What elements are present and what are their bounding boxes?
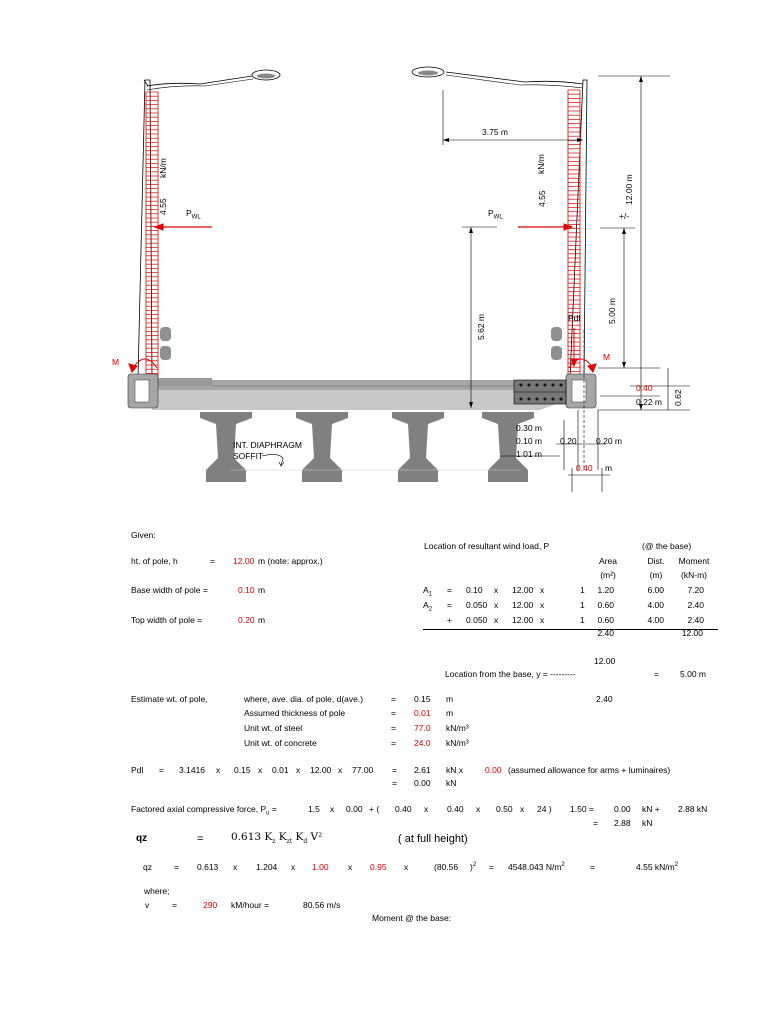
weight-item-value: 0.15 xyxy=(414,694,431,704)
axial-f4: 0.40 xyxy=(447,804,464,814)
pdl-v1: 3.1416 xyxy=(179,765,205,775)
base-width-label: Base width of pole = xyxy=(131,585,208,595)
location-cell-area: 1.20 xyxy=(597,585,614,595)
dim-030: 0.30 m xyxy=(516,423,542,433)
pdl-allowance: 0.00 xyxy=(485,765,502,775)
unit-moment: (kN-m) xyxy=(681,570,707,580)
pdl-x3: x xyxy=(296,765,301,775)
unit-dist: (m) xyxy=(649,570,663,580)
axial-f3: 0.40 xyxy=(395,804,412,814)
top-width-label: Top width of pole = xyxy=(131,615,203,625)
top-width-value: 0.20 xyxy=(238,615,255,625)
qz-c1: 0.613 xyxy=(197,862,219,872)
location-cell-x1: x xyxy=(494,585,499,595)
wind-speed-ms: 80.56 m/s xyxy=(303,900,341,910)
dim-040-unit: m xyxy=(605,463,613,473)
axial-x3: x xyxy=(476,804,481,814)
weight-item-name: Assumed thickness of pole xyxy=(244,708,346,718)
axial-r1u: kN + xyxy=(642,804,660,814)
location-cell-c: 1 xyxy=(580,600,585,610)
moment-arcs xyxy=(129,359,596,372)
qz-c3: 1.00 xyxy=(312,862,329,872)
pdl-row-label: Pdl xyxy=(131,765,144,775)
height-eq: = xyxy=(210,556,215,566)
location-cell-dist: 6.00 xyxy=(647,585,664,595)
wind-load-arrows xyxy=(155,224,577,366)
left-light-pole xyxy=(138,70,280,378)
pwl-right-label: $P_{WL}$ xyxy=(488,208,503,221)
location-cell-dist: 4.00 xyxy=(647,615,664,625)
axial-label: Factored axial compressive force, $P_u$ = xyxy=(131,804,277,817)
pdl-eq2: = xyxy=(392,765,397,775)
pdl-eq3: = xyxy=(392,778,397,788)
pwl-left-label: $P_{WL}$ xyxy=(186,208,201,221)
moment-at-base-label: Moment @ the base: xyxy=(372,913,452,923)
bridge-section-drawing xyxy=(0,0,768,500)
dim-101: 1.01 m xyxy=(516,449,542,459)
top-width-unit: m xyxy=(258,615,266,625)
wind-speed-value: 290 xyxy=(203,900,218,910)
location-cell-moment: 2.40 xyxy=(687,600,704,610)
where-label: where; xyxy=(144,886,170,896)
weight-item-unit: kN/m³ xyxy=(446,738,469,748)
pdl-x1: x xyxy=(216,765,221,775)
weight-item-unit: m xyxy=(446,708,454,718)
qz-note: ( at full height) xyxy=(398,833,468,845)
location-title: Location of resultant wind load, P xyxy=(424,541,550,551)
location-cell-a: 0.050 xyxy=(466,615,488,625)
axial-x4: x xyxy=(520,804,525,814)
weight-item-unit: kN/m³ xyxy=(446,723,469,733)
qz-cx4: x xyxy=(404,862,409,872)
weight-item-eq: = xyxy=(391,694,396,704)
axial-x1: x xyxy=(330,804,335,814)
axial-r1: 0.00 xyxy=(614,804,631,814)
where-v: v xyxy=(145,900,150,910)
pdl-v4: 12.00 xyxy=(310,765,332,775)
location-cell-x1: x xyxy=(494,600,499,610)
pdl-u1: kN x xyxy=(446,765,463,775)
qz-cx3: x xyxy=(348,862,353,872)
pdl-v3: 0.01 xyxy=(272,765,289,775)
pole-height-dim: 12.00 m xyxy=(624,174,634,205)
axial-f7: 1.50 = xyxy=(570,804,594,814)
qz-c4: 0.95 xyxy=(370,862,387,872)
axial-f1: 1.5 xyxy=(308,804,320,814)
pdl-v2: 0.15 xyxy=(234,765,251,775)
qz-c9: = xyxy=(590,862,595,872)
weight-item-name: Unit wt. of steel xyxy=(244,723,303,733)
weight-item-value: 0.01 xyxy=(414,708,431,718)
total-area: 2.40 xyxy=(597,628,614,638)
location-cell-x1: x xyxy=(494,615,499,625)
dim-010: 0.10 m xyxy=(516,436,542,446)
qz-c8: 4548.043 $N/m^2$ xyxy=(508,862,565,872)
pdl-label: Pdl xyxy=(568,313,581,323)
pdl-v5: 77.00 xyxy=(352,765,374,775)
location-cell-c: 1 xyxy=(580,585,585,595)
height-label: ht. of pole, h xyxy=(131,556,178,566)
location-cell-c: 1 xyxy=(580,615,585,625)
location-cell-b: 12.00 xyxy=(512,600,534,610)
col-moment: Moment xyxy=(678,556,710,566)
pdl-x2: x xyxy=(258,765,263,775)
dim-020-a: 0.20 xyxy=(560,436,577,446)
y-eq: = xyxy=(654,669,659,679)
qz-cx1: x xyxy=(233,862,238,872)
weight-item-eq: = xyxy=(391,708,396,718)
axial-r2: 2.88 kN xyxy=(678,804,708,814)
col-dist: Dist. xyxy=(647,556,665,566)
wind-speed-unit: kM/hour = xyxy=(231,900,270,910)
moment-right-label: M xyxy=(603,352,611,362)
location-cell-eq: = xyxy=(447,600,452,610)
y-label: Location from the base, y = --------- xyxy=(445,669,576,679)
location-cell-a: 0.10 xyxy=(466,585,483,595)
col-area: Area xyxy=(599,556,617,566)
qz-c5: (80.56 xyxy=(434,862,459,872)
left-load-unit-label: kN/m xyxy=(158,158,168,178)
axial-f2: 0.00 xyxy=(346,804,363,814)
pdl-eq: = xyxy=(159,765,164,775)
at-base-label: (@ the base) xyxy=(642,541,692,551)
y-value: 5.00 m xyxy=(680,669,706,679)
location-cell-area: 0.60 xyxy=(597,600,614,610)
axial-r3u: kN xyxy=(642,818,653,828)
location-cell-moment: 7.20 xyxy=(687,585,704,595)
axial-x2: x xyxy=(424,804,429,814)
location-cell-eq: = xyxy=(447,585,452,595)
qz-heading: qz xyxy=(136,833,148,844)
pdl-note: (assumed allowance for arms + luminaires) xyxy=(508,765,671,775)
axial-f6: 24 ) xyxy=(537,804,552,814)
qz-row-eq: = xyxy=(174,862,179,872)
dim-040-red: 0.40 xyxy=(576,463,593,473)
pdl-x4: x xyxy=(338,765,343,775)
weight-item-name: where, ave. dia. of pole, d(ave.) xyxy=(244,694,364,704)
weight-item-name: Unit wt. of concrete xyxy=(244,738,317,748)
qz-formula: 0.613 $K_z$ $K_{zt}$ $K_d$ V² xyxy=(231,831,323,846)
axial-f5: 0.50 xyxy=(496,804,513,814)
qz-heading-eq: = xyxy=(197,833,204,845)
axial-eq: = xyxy=(593,818,598,828)
y-numerator: 12.00 xyxy=(594,656,616,666)
diaphragm-label: INT. DIAPHRAGM xyxy=(233,440,302,450)
base-dim-022: 0.22 m xyxy=(636,397,662,407)
height-value: 12.00 xyxy=(233,556,255,566)
bridge-deck xyxy=(128,327,596,410)
base-width-unit: m xyxy=(258,585,266,595)
location-cell-moment: 2.40 xyxy=(687,615,704,625)
base-width-value: 0.10 xyxy=(238,585,255,595)
location-cell-label: $A_1$ xyxy=(423,585,433,598)
qz-c6: )$^2$ xyxy=(470,862,477,872)
qz-cx2: x xyxy=(291,862,296,872)
dim-020-b: 0.20 m xyxy=(596,436,622,446)
soffit-label: SOFFIT xyxy=(233,451,264,461)
weight-label: Estimate wt. of pole, xyxy=(131,694,208,704)
weight-item-eq: = xyxy=(391,738,396,748)
left-height-dim: 5.62 m xyxy=(476,314,486,340)
right-load-value-label: 4.55 xyxy=(537,190,547,207)
pdl-r2: 0.00 xyxy=(414,778,431,788)
qz-c2: 1.204 xyxy=(256,862,278,872)
location-cell-x2: x xyxy=(540,600,545,610)
axial-r3: 2.88 xyxy=(614,818,631,828)
weight-item-value: 24.0 xyxy=(414,738,431,748)
location-cell-a: 0.050 xyxy=(466,600,488,610)
base-dim-062: 0.62 xyxy=(673,389,683,406)
location-cell-area: 0.60 xyxy=(597,615,614,625)
location-cell-b: 12.00 xyxy=(512,615,534,625)
weight-item-unit: m xyxy=(446,694,454,704)
qz-c7: = xyxy=(489,862,494,872)
location-cell-x2: x xyxy=(540,615,545,625)
where-eq: = xyxy=(172,900,177,910)
dimension-arrowheads xyxy=(443,76,643,410)
weight-item-eq: = xyxy=(391,723,396,733)
location-cell-dist: 4.00 xyxy=(647,600,664,610)
location-cell-eq: + xyxy=(447,615,452,625)
resultant-height-dim: 5.00 m xyxy=(607,298,617,324)
unit-area: (m²) xyxy=(600,570,616,580)
moment-left-label: M xyxy=(112,357,120,367)
dimension-lines xyxy=(443,76,690,492)
height-note: m (note: approx.) xyxy=(258,556,323,566)
axial-plus: + ( xyxy=(369,804,380,814)
location-cell-label: $A_2$ xyxy=(423,600,433,613)
right-load-unit-label: kN/m xyxy=(536,154,546,174)
pdl-u2: kN xyxy=(446,778,457,788)
weight-item-value: 77.0 xyxy=(414,723,431,733)
location-cell-b: 12.00 xyxy=(512,585,534,595)
pdl-r1: 2.61 xyxy=(414,765,431,775)
location-cell-x2: x xyxy=(540,585,545,595)
given-heading: Given: xyxy=(131,530,156,540)
arm-length-dim: 3.75 m xyxy=(482,127,508,137)
base-dim-040: 0.40 xyxy=(636,383,653,393)
qz-row-label: qz xyxy=(143,862,152,872)
y-denominator: 2.40 xyxy=(596,694,613,704)
total-moment: 12.00 xyxy=(681,628,703,638)
qz-c10: 4.55 $kN/m^2$ xyxy=(636,862,679,872)
left-load-value-label: 4.55 xyxy=(158,198,168,215)
plusminus-label: +/- xyxy=(619,211,630,221)
